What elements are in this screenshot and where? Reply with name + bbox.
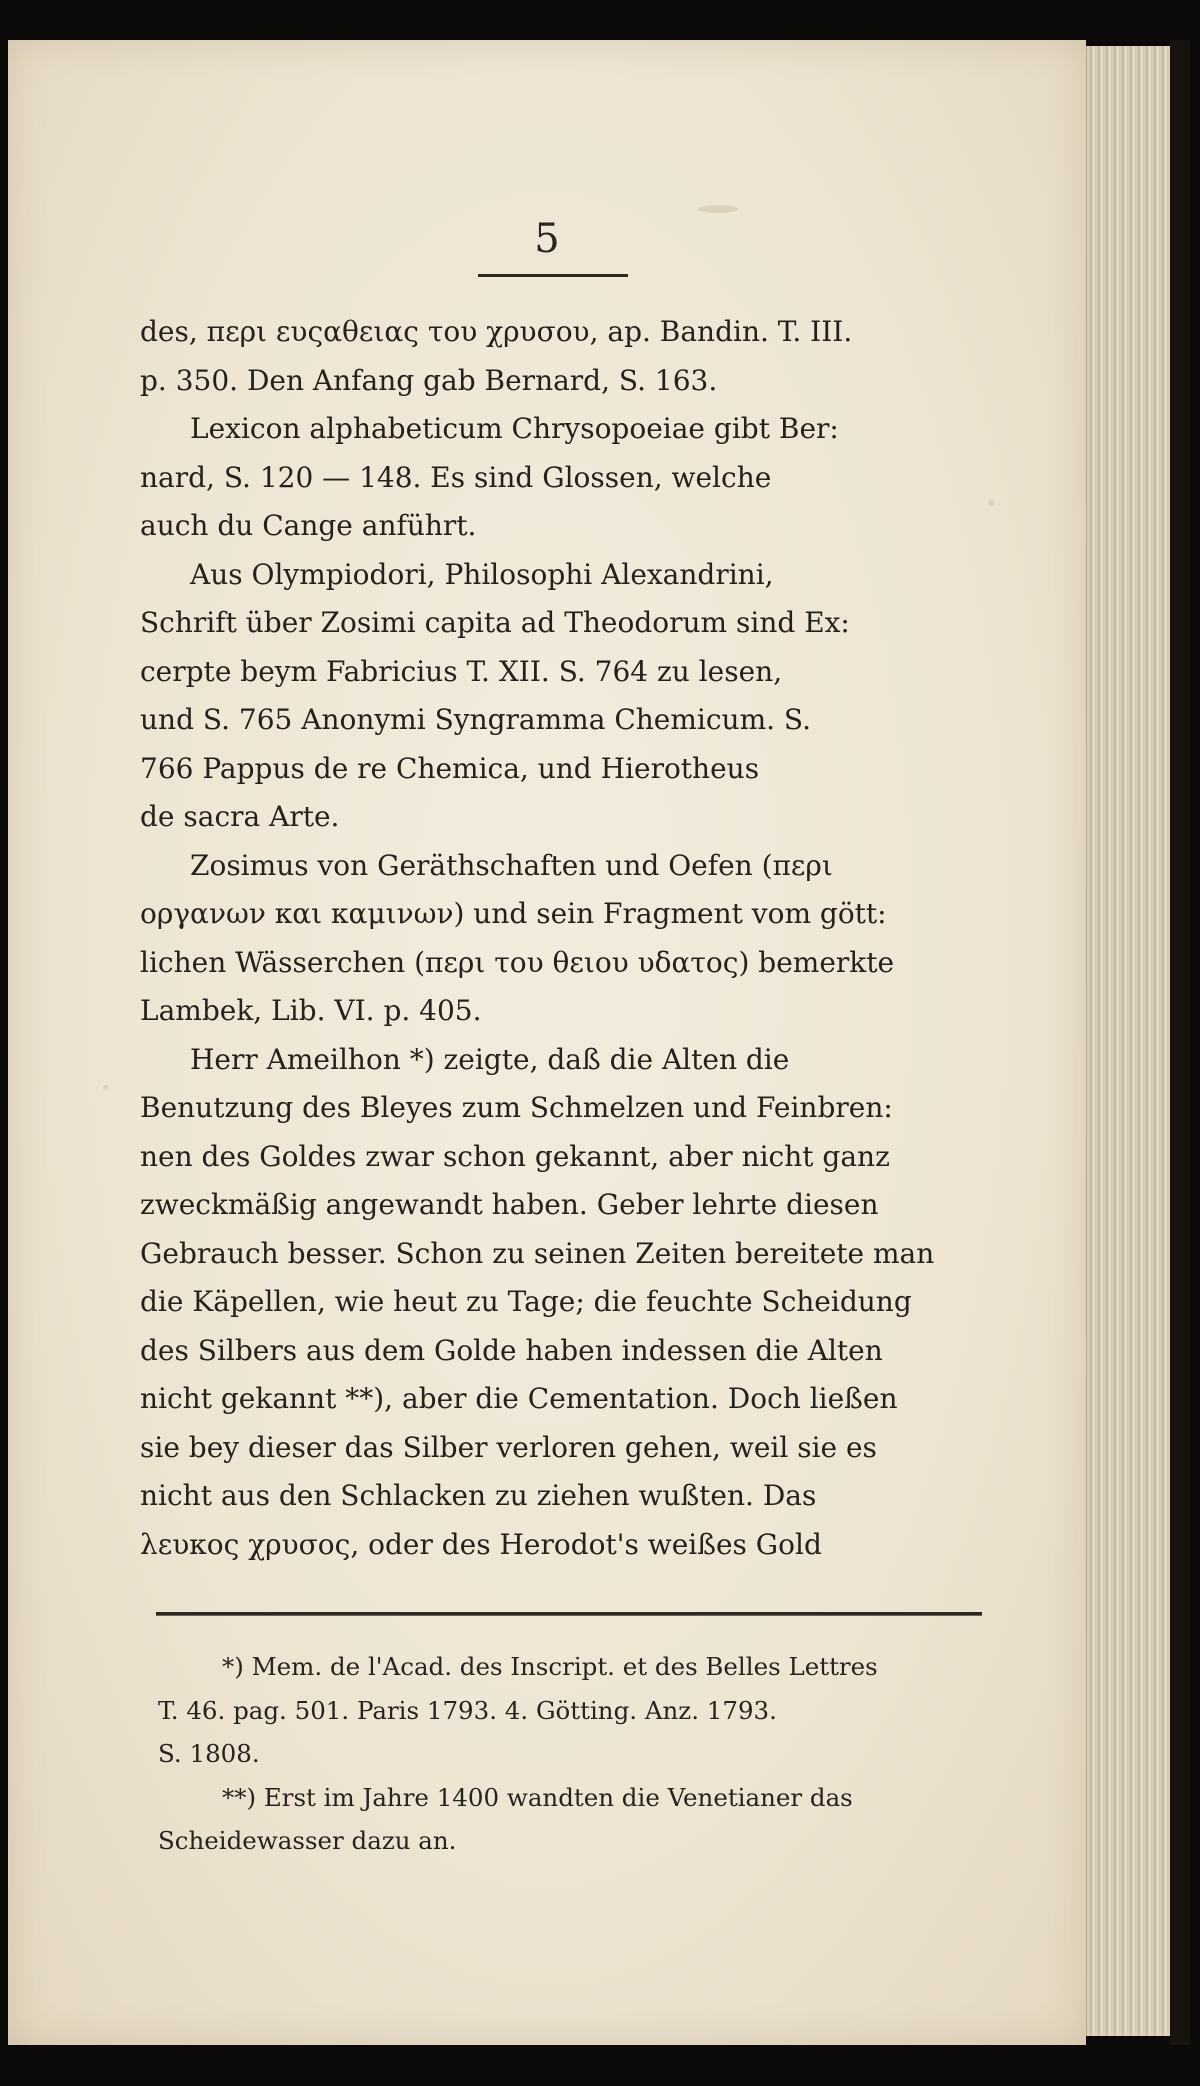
body-line: lichen Wässerchen (περι του θειου υδατος) bemerkte <box>140 945 895 979</box>
body-line: Zosimus von Geräthschaften und Oefen (περι <box>190 848 833 882</box>
book-page <box>8 40 1086 2045</box>
paper-stain <box>103 1085 108 1090</box>
page-edge-shadow <box>1170 40 1190 2045</box>
body-line: auch du Cange anführt. <box>140 509 477 542</box>
paper-stain <box>988 500 994 506</box>
body-line: des, περι ευςαθειας του χρυσου, ap. Bandin. T. III. <box>140 315 853 348</box>
body-line: und S. 765 Anonymi Syngramma Chemicum. S. <box>140 703 812 736</box>
page-number: 5 <box>534 216 560 262</box>
body-line: Lexicon alphabeticum Chrysopoeiae gibt Ber: <box>190 412 839 445</box>
footnote-line: S. 1808. <box>158 1739 260 1768</box>
footnote-separator-rule <box>156 1612 982 1615</box>
body-line: Lambek, Lib. VI. p. 405. <box>140 994 482 1027</box>
body-line: nicht gekannt **), aber die Cementation. Doch ließen <box>140 1382 898 1415</box>
body-line: sie bey dieser das Silber verloren gehen, weil sie es <box>140 1430 877 1464</box>
body-line: nen des Goldes zwar schon gekannt, aber nicht ganz <box>140 1139 890 1173</box>
body-line: Schrift über Zosimi capita ad Theodorum sind Ex: <box>140 606 850 639</box>
paper-stain <box>698 205 738 213</box>
body-line: cerpte beym Fabricius T. XII. S. 764 zu lesen, <box>140 654 783 688</box>
body-line: λευκος χρυσος, oder des Herodot's weißes Gold <box>140 1527 822 1561</box>
body-text <box>140 308 986 1569</box>
body-line: Aus Olympiodori, Philosophi Alexandrini, <box>190 557 774 591</box>
body-line: Gebrauch besser. Schon zu seinen Zeiten bereitete man <box>140 1236 935 1270</box>
footnote-line: **) Erst im Jahre 1400 wandten die Venetianer das <box>222 1782 853 1812</box>
body-line: des Silbers aus dem Golde haben indessen die Alten <box>140 1333 883 1367</box>
body-line: p. 350. Den Anfang gab Bernard, S. 163. <box>140 363 718 397</box>
body-line: nard, S. 120 — 148. Es sind Glossen, welche <box>140 460 772 494</box>
body-line: de sacra Arte. <box>140 800 340 833</box>
body-line: 766 Pappus de re Chemica, und Hierotheus <box>140 751 760 785</box>
body-line: die Käpellen, wie heut zu Tage; die feuchte Scheidung <box>140 1285 912 1318</box>
footnotes <box>158 1645 988 1863</box>
body-line: zweckmäßig angewandt haben. Geber lehrte diesen <box>140 1188 879 1221</box>
footnote-line: *) Mem. de l'Acad. des Inscript. et des Belles Lettres <box>222 1652 878 1681</box>
body-line: Benutzung des Bleyes zum Schmelzen und Feinbren: <box>140 1091 893 1124</box>
body-line: nicht aus den Schlacken zu ziehen wußten. Das <box>140 1479 817 1512</box>
page-number-rule <box>478 274 628 277</box>
footnote-line: T. 46. pag. 501. Paris 1793. 4. Götting. Anz. 1793. <box>158 1695 777 1725</box>
body-line: οργανων και καμινων) und sein Fragment vom gött: <box>140 897 887 930</box>
page-edge-stack <box>1086 46 1171 2036</box>
body-line: Herr Ameilhon *) zeigte, daß die Alten die <box>190 1042 790 1076</box>
footnote-line: Scheidewasser dazu an. <box>158 1826 457 1855</box>
